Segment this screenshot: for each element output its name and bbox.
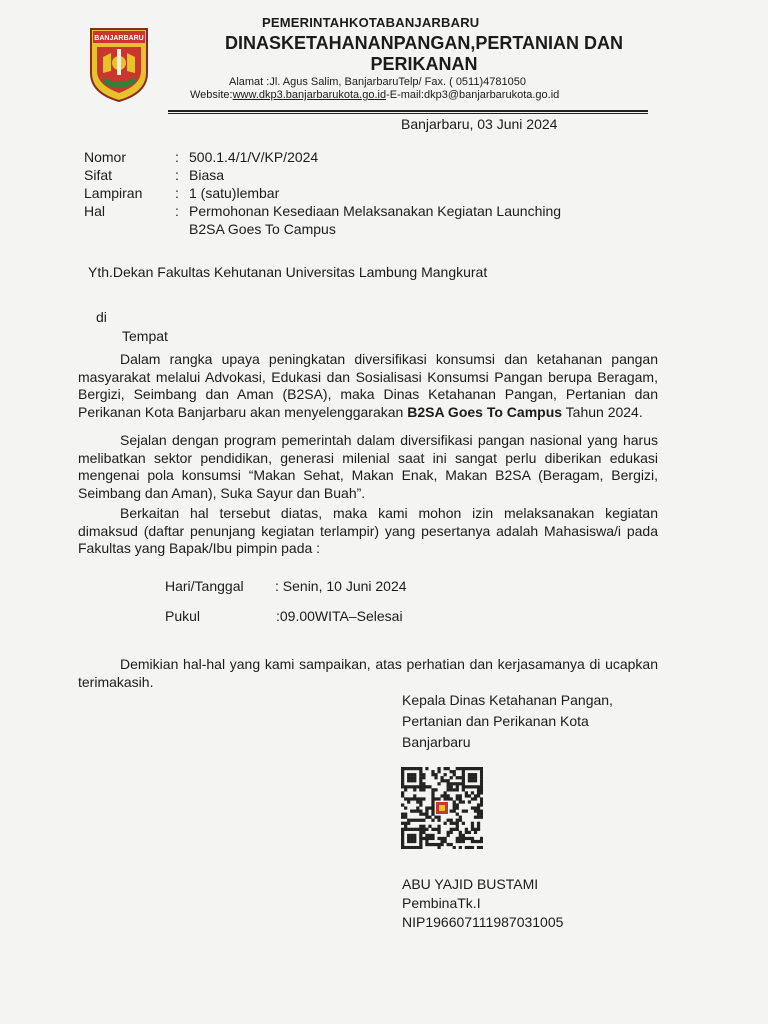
meta-value-sifat: Biasa [189,167,225,183]
meta-value-hal-line2: B2SA Goes To Campus [189,221,336,237]
signature-title-1: Kepala Dinas Ketahanan Pangan, [402,692,613,708]
meta-label-hal: Hal [84,203,106,219]
meta-label-sifat: Sifat [84,167,113,183]
recipient-place: Tempat [122,328,168,344]
paragraph-request [78,505,658,558]
meta-colon: : [175,185,179,201]
paragraph-closing [78,656,658,691]
paragraph-intro-end: Tahun 2024. [562,403,643,420]
letterhead-agency: DINASKETAHANANPANGAN,PERTANIAN DAN PERIKANAN [225,33,623,74]
qr-code-signature [401,767,483,849]
schedule-day-value: : Senin, 10 Juni 2024 [275,578,407,594]
meta-value-nomor: 500.1.4/1/V/KP/2024 [189,149,319,165]
schedule-time-value: :09.00WITA–Selesai [276,608,403,624]
meta-label-lampiran: Lampiran [84,185,143,201]
letterhead-rule-thick [168,110,648,112]
letterhead-contact [190,89,559,101]
signatory-rank: PembinaTk.I [402,895,481,911]
meta-value-hal: Permohonan Kesediaan Melaksanakan Kegiatan Launching [189,203,562,219]
signatory-nip: NIP196607111987031005 [402,914,564,930]
website-link[interactable]: www.dkp3.banjarbarukota.go.id [232,89,387,101]
letterhead-rule-thin [168,113,648,114]
meta-colon: : [175,149,179,165]
signature-title-2: Pertanian dan Perikanan Kota [402,713,589,729]
schedule-day-label: Hari/Tanggal [165,578,244,594]
meta-colon: : [175,203,179,219]
letter-date: Banjarbaru, 03 Juni 2024 [401,116,558,132]
meta-value-lampiran: 1 (satu)lembar [189,185,280,201]
paragraph-closing-text: Demikian hal-hal yang kami sampaikan, atas perhatian dan kerjasamanya di ucapkan terimakasih. [78,656,658,690]
paragraph-background-text: Sejalan dengan program pemerintah dalam diversifikasi pangan nasional yang harus melibatkan sektor pendidikan, generasi milenial saat ini sangat perlu diberikan edukasi mengenai pola konsumsi “Makan Sehat, Makan Enak, Makan B2SA (Beragam, Bergizi, Seimbang dan Aman), Suka Sayur dan Buah”. [78,432,658,501]
signature-title-3: Banjarbaru [402,734,471,750]
meta-label-nomor: Nomor [84,149,127,165]
event-name: B2SA Goes To Campus [407,403,563,420]
meta-colon: : [175,167,179,183]
recipient: Yth.Dekan Fakultas Kehutanan Universitas Lambung Mangkurat [88,264,488,280]
letterhead-address: Alamat :Jl. Agus Salim, BanjarbaruTelp/ Fax. ( 0511)4781050 [229,76,526,88]
logo-text: BANJARBARU [94,35,144,42]
paragraph-request-text: Berkaitan hal tersebut diatas, maka kami mohon izin melaksanakan kegiatan dimaksud (daftar penunjang kegiatan terlampir) yang pesertanya adalah Mahasiswa/i pada Fakultas yang Bapak/Ibu pimpin pada : [78,505,658,557]
schedule-time-label: Pukul [165,608,201,624]
paragraph-intro-text: Dalam rangka upaya peningkatan diversifikasi konsumsi dan ketahanan pangan masyarakat melalui Advokasi, Edukasi dan Sosialisasi Konsumsi Pangan berupa Beragam, Bergizi, Seimbang dan Aman (B2SA), maka Dinas Ketahanan Pangan, Pertanian dan Perikanan Kota Banjarbaru akan menyelenggarakan [78,351,658,420]
signatory-name: ABU YAJID BUSTAMI [402,876,539,892]
paragraph-background [78,432,658,502]
website-label: Website: [190,89,233,101]
paragraph-intro [78,351,658,421]
email-text: -E-mail:dkp3@banjarbarukota.go.id [386,89,560,101]
letterhead-government: PEMERINTAHKOTABANJARBARU [262,15,480,30]
city-logo [89,27,149,103]
recipient-di: di [96,309,107,325]
